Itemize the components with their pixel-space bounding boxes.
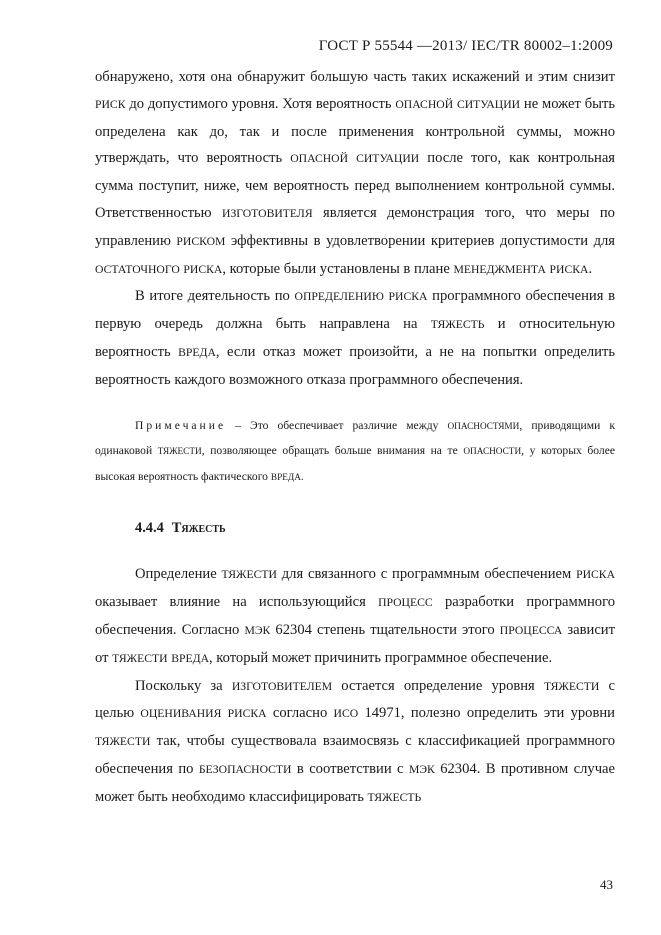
section-heading [135, 520, 615, 537]
body-paragraph-1: обнаружено, хотя она обнаружит большую часть таких искажений и этим снизит РИСК до допустимого уровня. Хотя вероятность ОПАСНОЙ СИТУАЦИИ не может быть определена как до, так и после применения контрольной суммы, можно утверждать, что вероятность ОПАСНОЙ СИТУАЦИИ после того, как контрольная сумма поступит, ниже, чем вероятность перед выполнением контрольной суммы. Ответственностью ИЗГОТОВИТЕЛЯ является демонстрация того, что меры по управлению РИСКОМ эффективны в удовлетворении критериев допустимости для ОСТАТОЧНОГО РИСКА, которые были установлены в плане МЕНЕДЖМЕНТА РИСКА. [95, 69, 616, 277]
section-title: Тяжесть [171, 520, 226, 537]
section-number: 4.4.4 [135, 520, 164, 537]
note-dash: – [226, 418, 251, 432]
page-number: 43 [600, 877, 613, 892]
document-header: ГОСТ Р 55544 —2013/ IEC/TR 80002–1:2009 [318, 38, 613, 54]
note-text: Это обеспечивает различие между ОПАСНОСТЯМИ, приводящими к одинаковой ТЯЖЕСТИ, позволяющее обращать больше внимания на те ОПАСНОСТИ, у которых более высокая вероятность фактического ВРЕДА. [95, 418, 615, 483]
note-block [95, 414, 615, 491]
note-label: Примечание [135, 418, 227, 432]
page-content [95, 64, 615, 812]
body-paragraph-4: Поскольку за ИЗГОТОВИТЕЛЕМ остается определение уровня ТЯЖЕСТИ с целью ОЦЕНИВАНИЯ РИСКА согласно ИСО 14971, полезно определить эти уровни ТЯЖЕСТИ так, чтобы существовала взаимосвязь с классификацией программного обеспечения по БЕЗОПАСНОСТИ в соответствии с МЭК 62304. В противном случае может быть необходимо классифицировать ТЯЖЕСТЬ [95, 677, 615, 805]
body-paragraph-3: Определение ТЯЖЕСТИ для связанного с программным обеспечением РИСКА оказывает влияние на использующийся ПРОЦЕСС разработки программного обеспечения. Согласно МЭК 62304 степень тщательности этого ПРОЦЕССА зависит от ТЯЖЕСТИ ВРЕДА, который может причинить программное обеспечение. [95, 566, 616, 666]
body-paragraph-2: В итоге деятельность по ОПРЕДЕЛЕНИЮ РИСКА программного обеспечения в первую очередь должна быть направлена на ТЯЖЕСТЬ и относительную вероятность ВРЕДА, если отказ может произойти, а не на попытки определить вероятность каждого возможного отказа программного обеспечения. [95, 288, 616, 388]
